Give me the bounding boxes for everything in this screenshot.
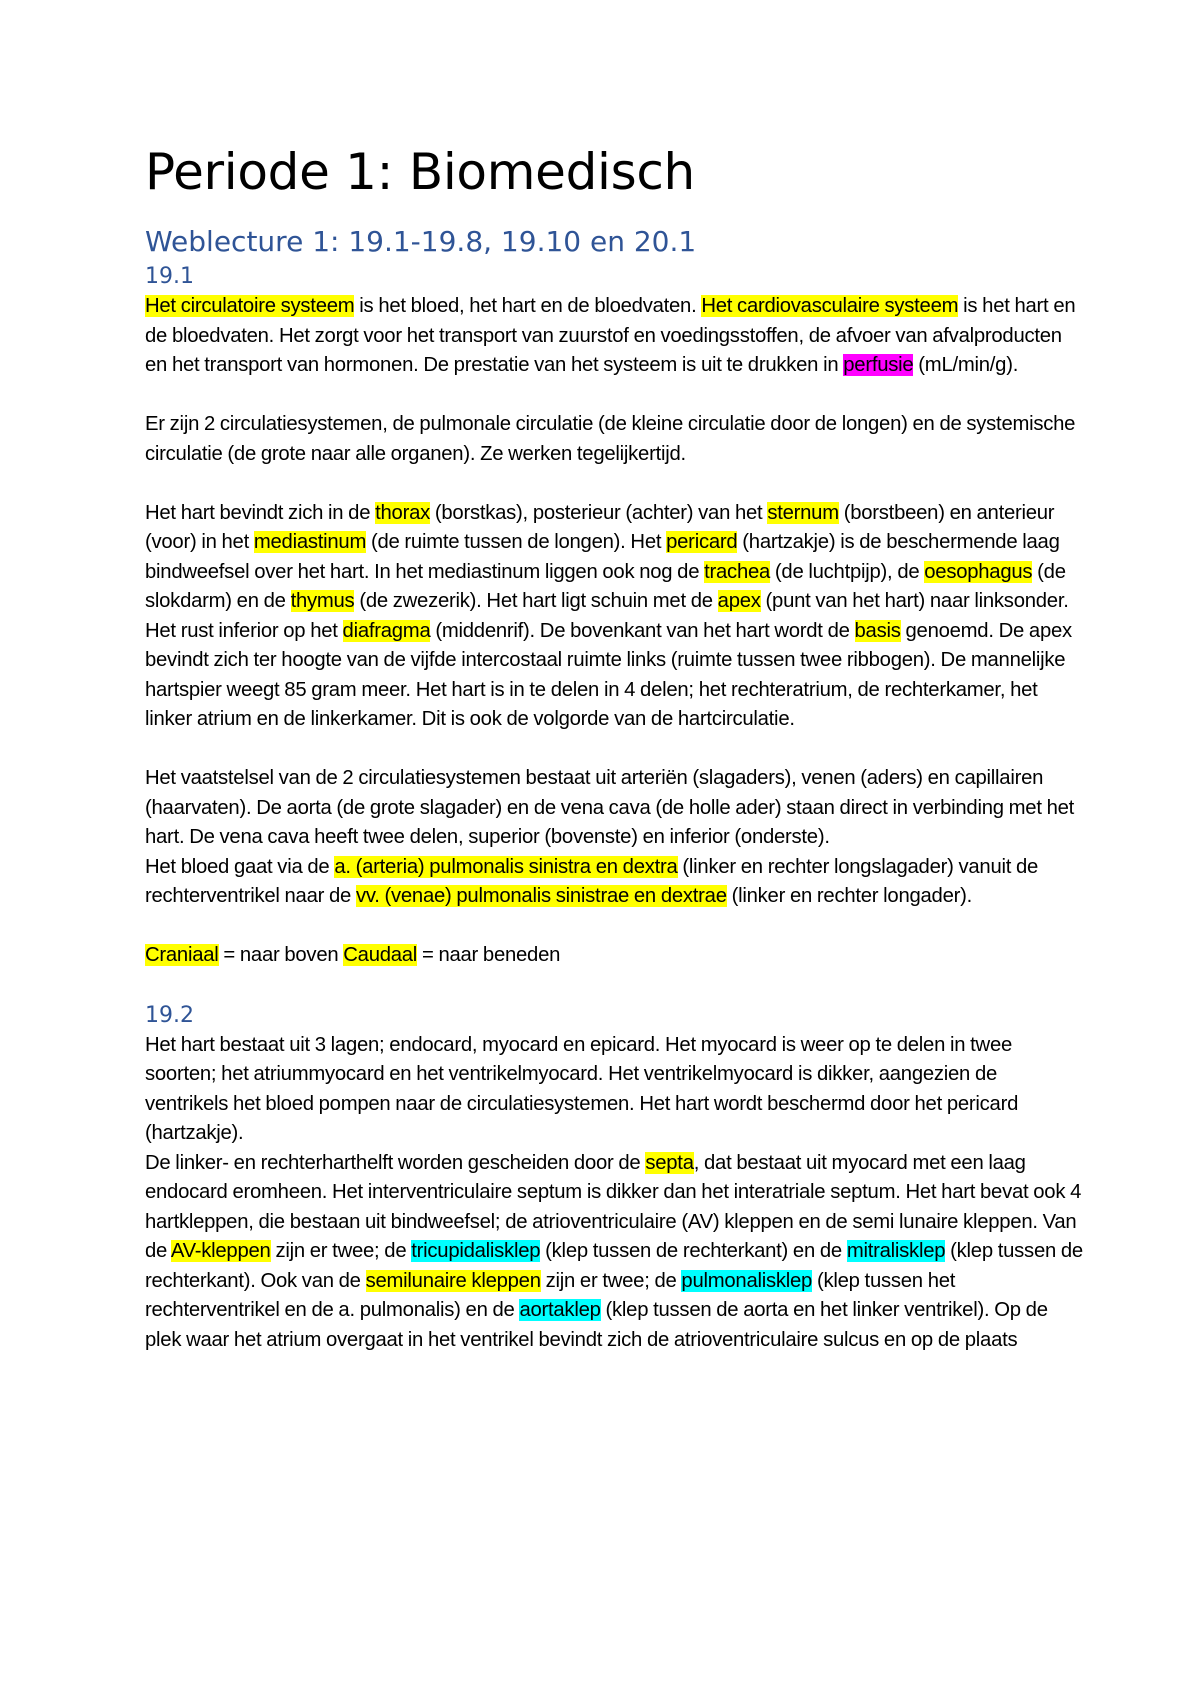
text-run: Er zijn 2 circulatiesystemen, de pulmonale circulatie (de kleine circulatie door de longen) en de systemische circulatie (de grote naar alle organen). Ze werken tegelijkertijd. (145, 413, 1076, 465)
section-heading-19-2: 19.2 (145, 1002, 194, 1028)
text-run: , dat bestaat uit myocard met een laag endocard eromheen. Het interventriculaire septum is dikker dan het interatriale septum. Het hart bevat ook 4 hartkleppen, die bestaan uit bindweefsel; de atrioventriculaire (AV) kleppen en de semi lunaire kleppen. Van de (145, 1151, 1082, 1262)
highlighted-term: tricupidalisklep (411, 1240, 541, 1262)
section-heading-19-1: 19.1 (145, 264, 194, 289)
highlighted-term: perfusie (843, 354, 914, 376)
text-run: zijn er twee; de (270, 1240, 412, 1262)
text-run: Het hart bevindt zich in de (145, 501, 376, 524)
text-run: Het hart bestaat uit 3 lagen; endocard, myocard en epicard. Het myocard is weer op te delen in twee soorten; het atriummyocard en het ventrikelmyocard. Het ventrikelmyocard is dikker, aangezien de ventrikels het bloed pompen naar de circulatiesystemen. Het hart wordt beschermd door het pericard (hartzakje). (145, 1033, 1019, 1144)
paragraph (145, 1149, 1085, 1356)
highlighted-term: semilunaire kleppen (365, 1269, 541, 1292)
text-run: (borstbeen) en anterieur (voor) in het (145, 501, 1055, 553)
text-run: (punt van het hart) naar linksonder. Het rust inferior op het (145, 590, 1069, 642)
document-title: Periode 1: Biomedisch (145, 143, 695, 201)
paragraph (145, 764, 1085, 853)
highlighted-term: Het cardiovasculaire systeem (701, 295, 959, 317)
highlighted-term: septa (645, 1151, 694, 1174)
text-run: (mL/min/g). (913, 354, 1019, 376)
highlighted-term: vv. (venae) pulmonalis sinistrae en dextrae (355, 885, 727, 907)
highlighted-term: diafragma (342, 619, 431, 642)
text-run: (linker en rechter longader). (726, 885, 972, 907)
highlighted-term: trachea (704, 560, 771, 583)
highlighted-term: mediastinum (253, 531, 367, 553)
highlighted-term: thorax (375, 501, 431, 524)
text-run: (de slokdarm) en de (145, 560, 1066, 612)
highlighted-term: aortaklep (519, 1299, 601, 1321)
text-run: is het hart en de bloedvaten. Het zorgt voor het transport van zuurstof en voedingsstoffen, de afvoer van afvalproducten en het transport van hormonen. De prestatie van het systeem is uit te drukken in (145, 295, 1076, 376)
highlighted-term: Caudaal (343, 944, 418, 966)
highlighted-term: AV-kleppen (170, 1240, 271, 1262)
text-run: Het bloed gaat via de (145, 855, 335, 878)
text-run: Het vaatstelsel van de 2 circulatiesystemen bestaat uit arteriën (slagaders), venen (aders) en capillairen (haarvaten). De aorta (de grote slagader) en de vena cava (de holle ader) staan direct in verbinding met het hart. De vena cava heeft twee delen, superior (bovenste) en inferior (onderste). (145, 767, 1075, 848)
paragraph-spacer (145, 735, 1085, 765)
highlighted-term: Het circulatoire systeem (145, 295, 355, 317)
highlighted-term: a. (arteria) pulmonalis sinistra en dextra (334, 855, 678, 878)
text-run: (klep tussen de aorta en het linker ventrikel). Op de plek waar het atrium overgaat in het ventrikel bevindt zich de atrioventriculaire sulcus en op de plaats (145, 1299, 1048, 1351)
highlighted-term: thymus (290, 590, 355, 612)
highlighted-term: apex (717, 590, 761, 612)
paragraph (145, 410, 1085, 469)
text-run: (middenrif). De bovenkant van het hart wordt de (430, 619, 855, 642)
text-run: is het bloed, het hart en de bloedvaten. (354, 295, 702, 317)
highlighted-term: sternum (767, 501, 839, 524)
text-run: (klep tussen het rechterventrikel en de a. pulmonalis) en de (145, 1269, 956, 1321)
paragraph (145, 1031, 1085, 1149)
highlighted-term: mitralisklep (846, 1240, 946, 1262)
text-run: (de zwezerik). Het hart ligt schuin met de (354, 590, 718, 612)
text-run: (hartzakje) is de beschermende laag bindweefsel over het hart. In het mediastinum liggen ook nog de (145, 531, 1060, 583)
highlighted-term: Craniaal (145, 944, 219, 966)
text-run: (klep tussen de rechterkant) en de (540, 1240, 847, 1262)
text-run: zijn er twee; de (540, 1269, 682, 1292)
paragraph (145, 853, 1085, 912)
text-run: (klep tussen de rechterkant). Ook van de (145, 1240, 1083, 1292)
highlighted-term: basis (854, 619, 901, 642)
paragraph-spacer (145, 912, 1085, 942)
paragraph (145, 941, 1085, 971)
text-run: (de luchtpijp), de (770, 560, 925, 583)
text-run: (linker en rechter longslagader) vanuit de rechterventrikel naar de (145, 855, 1039, 907)
highlighted-term: oesophagus (924, 560, 1033, 583)
text-run: genoemd. De apex bevindt zich ter hoogte van de vijfde intercostaal ruimte links (ruimte tussen twee ribbogen). De mannelijke hartspier weegt 85 gram meer. Het hart is in te delen in 4 delen; het rechteratrium, de rechterkamer, het linker atrium en de linkerkamer. Dit is ook de volgorde van de hartcirculatie. (145, 619, 1072, 730)
paragraph-spacer (145, 469, 1085, 499)
text-run: = naar beneden (417, 944, 561, 966)
paragraph (145, 499, 1085, 735)
paragraph-spacer (145, 381, 1085, 411)
text-run: De linker- en rechterharthelft worden gescheiden door de (145, 1151, 646, 1174)
highlighted-term: pericard (666, 531, 738, 553)
section-body-19-1 (145, 292, 1085, 971)
highlighted-term: pulmonalisklep (681, 1269, 813, 1292)
document-page (145, 140, 1085, 1355)
weblecture-heading: Weblecture 1: 19.1-19.8, 19.10 en 20.1 (145, 225, 697, 258)
text-run: (borstkas), posterieur (achter) van het (430, 501, 768, 524)
text-run: (de ruimte tussen de longen). Het (366, 531, 667, 553)
section-body-19-2 (145, 1031, 1085, 1356)
paragraph (145, 292, 1085, 381)
text-run: = naar boven (218, 944, 344, 966)
